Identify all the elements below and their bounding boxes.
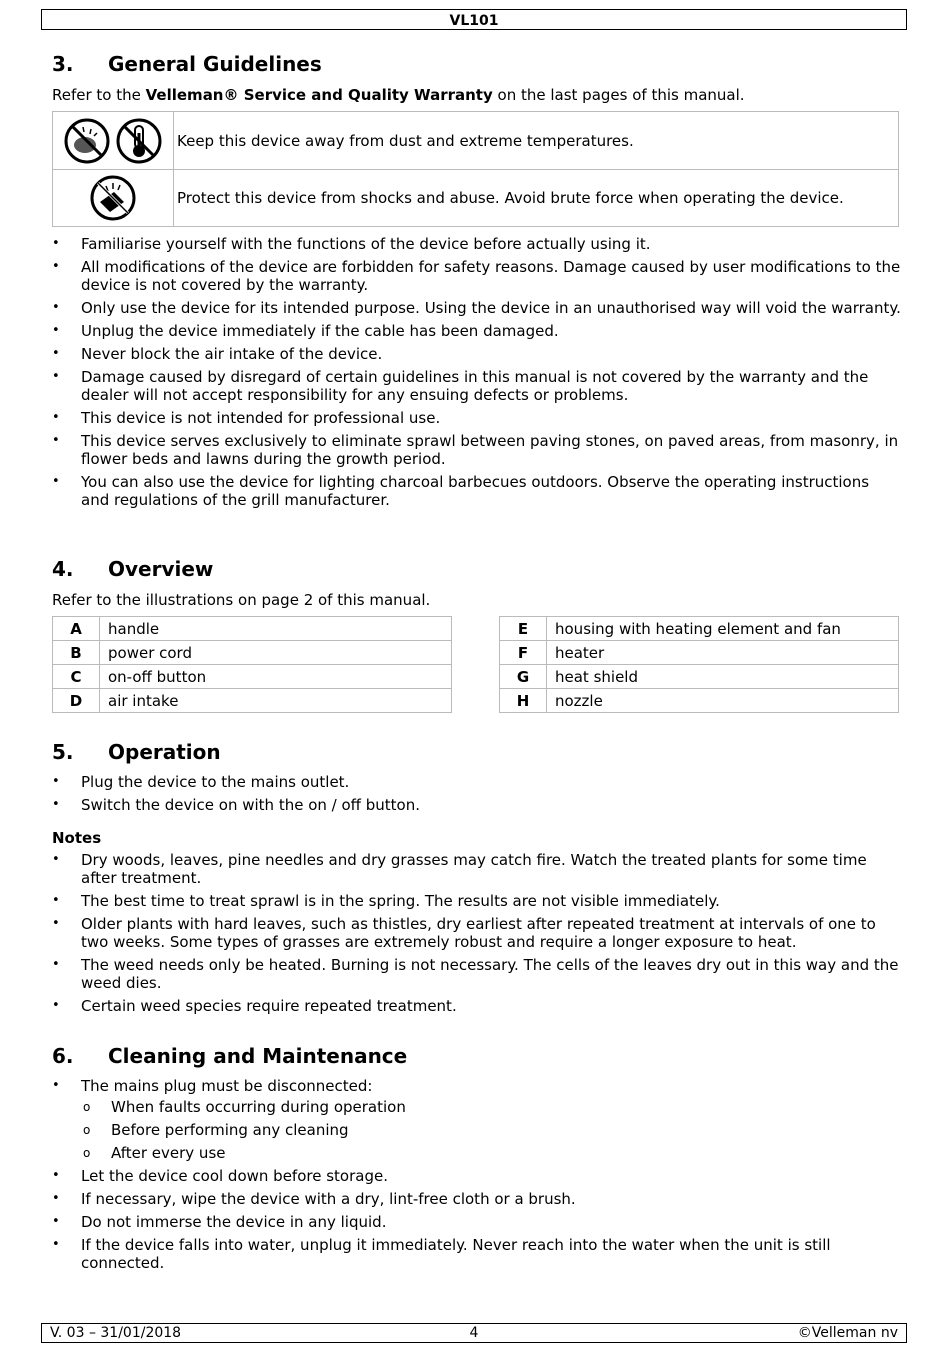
list-item: • You can also use the device for lighting charcoal barbecues outdoors. Observe the operating instructions and regulations of the grill manufacturer. <box>52 473 902 509</box>
table-row: B power cord <box>53 641 452 665</box>
parts-table-left <box>52 616 452 713</box>
page-footer <box>41 1323 907 1343</box>
notes-list <box>52 851 902 1015</box>
warning-text: Protect this device from shocks and abuse. Avoid brute force when operating the device. <box>174 170 899 227</box>
section-overview <box>52 555 902 716</box>
sub-list-item: o Before performing any cleaning <box>81 1121 902 1139</box>
intro-text: Refer to the illustrations on page 2 of this manual. <box>52 591 431 609</box>
sub-list-item: o When faults occurring during operation <box>81 1098 902 1116</box>
table-row: A handle <box>53 617 452 641</box>
list-item: • Switch the device on with the on / off button. <box>52 796 902 814</box>
list-item: • Older plants with hard leaves, such as thistles, dry earliest after repeated treatment at intervals of one to two weeks. Some types of grasses are extremely robust and require a longer exposure to heat. <box>52 915 902 951</box>
section-general-guidelines <box>52 50 902 514</box>
intro-text: Refer to the Velleman® Service and Quality Warranty on the last pages of this manual. <box>52 86 745 104</box>
list-item: • Familiarise yourself with the functions of the device before actually using it. <box>52 235 902 253</box>
section-heading: 6. Cleaning and Maintenance <box>52 1044 408 1068</box>
table-row: F heater <box>500 641 899 665</box>
copyright: ©Velleman nv <box>797 1325 898 1341</box>
sub-list <box>81 1098 902 1162</box>
section-heading: 4. Overview <box>52 557 214 581</box>
table-row: C on-off button <box>53 665 452 689</box>
list-item: • Certain weed species require repeated treatment. <box>52 997 902 1015</box>
cleaning-list <box>52 1077 902 1272</box>
list-item: • If the device falls into water, unplug it immediately. Never reach into the water when the unit is still connected. <box>52 1236 902 1272</box>
table-row: E housing with heating element and fan <box>500 617 899 641</box>
no-extreme-temperature-icon <box>115 117 163 165</box>
table-row: H nozzle <box>500 689 899 713</box>
list-item: • Unplug the device immediately if the cable has been damaged. <box>52 322 902 340</box>
list-item: • Dry woods, leaves, pine needles and dry grasses may catch fire. Watch the treated plants for some time after treatment. <box>52 851 902 887</box>
page-header <box>41 9 907 30</box>
parts-table-right <box>499 616 899 713</box>
list-item: • If necessary, wipe the device with a dry, lint-free cloth or a brush. <box>52 1190 902 1208</box>
section-operation <box>52 738 902 1020</box>
sub-list-item: o After every use <box>81 1144 902 1162</box>
list-item: • The best time to treat sprawl is in the spring. The results are not visible immediately. <box>52 892 902 910</box>
warning-text: Keep this device away from dust and extreme temperatures. <box>174 112 899 170</box>
list-item: • Plug the device to the mains outlet. <box>52 773 902 791</box>
list-item: • All modifications of the device are forbidden for safety reasons. Damage caused by user modifications to the device is not covered by the warranty. <box>52 258 902 294</box>
model-number: VL101 <box>449 13 499 29</box>
table-row: D air intake <box>53 689 452 713</box>
version-date: V. 03 – 31/01/2018 <box>50 1325 182 1341</box>
notes-title: Notes <box>52 829 102 847</box>
section-cleaning-maintenance <box>52 1042 902 1277</box>
no-shock-icon <box>89 174 137 222</box>
list-item: • This device serves exclusively to eliminate sprawl between paving stones, on paved areas, from masonry, in flower beds and lawns during the growth period. <box>52 432 902 468</box>
warranty-reference: Velleman® Service and Quality Warranty <box>145 86 493 104</box>
section-heading: 5. Operation <box>52 740 221 764</box>
no-dust-icon <box>63 117 111 165</box>
table-row: G heat shield <box>500 665 899 689</box>
list-item: • This device is not intended for professional use. <box>52 409 902 427</box>
list-item: • Damage caused by disregard of certain guidelines in this manual is not covered by the warranty and the dealer will not accept responsibility for any ensuing defects or problems. <box>52 368 902 404</box>
warning-table <box>52 111 899 227</box>
page-number: 4 <box>469 1325 479 1341</box>
warning-row <box>53 170 899 227</box>
operation-list <box>52 773 902 814</box>
list-item: • The weed needs only be heated. Burning is not necessary. The cells of the leaves dry out in this way and the weed dies. <box>52 956 902 992</box>
list-item: • Only use the device for its intended purpose. Using the device in an unauthorised way will void the warranty. <box>52 299 902 317</box>
section-heading: 3. General Guidelines <box>52 52 322 76</box>
list-item: • The mains plug must be disconnected: o When faults occurring during operation o Before performing any cleaning o After every use <box>52 1077 902 1162</box>
guidelines-list <box>52 235 902 509</box>
list-item: • Let the device cool down before storage. <box>52 1167 902 1185</box>
list-item: • Never block the air intake of the device. <box>52 345 902 363</box>
list-item: • Do not immerse the device in any liquid. <box>52 1213 902 1231</box>
warning-row <box>53 112 899 170</box>
